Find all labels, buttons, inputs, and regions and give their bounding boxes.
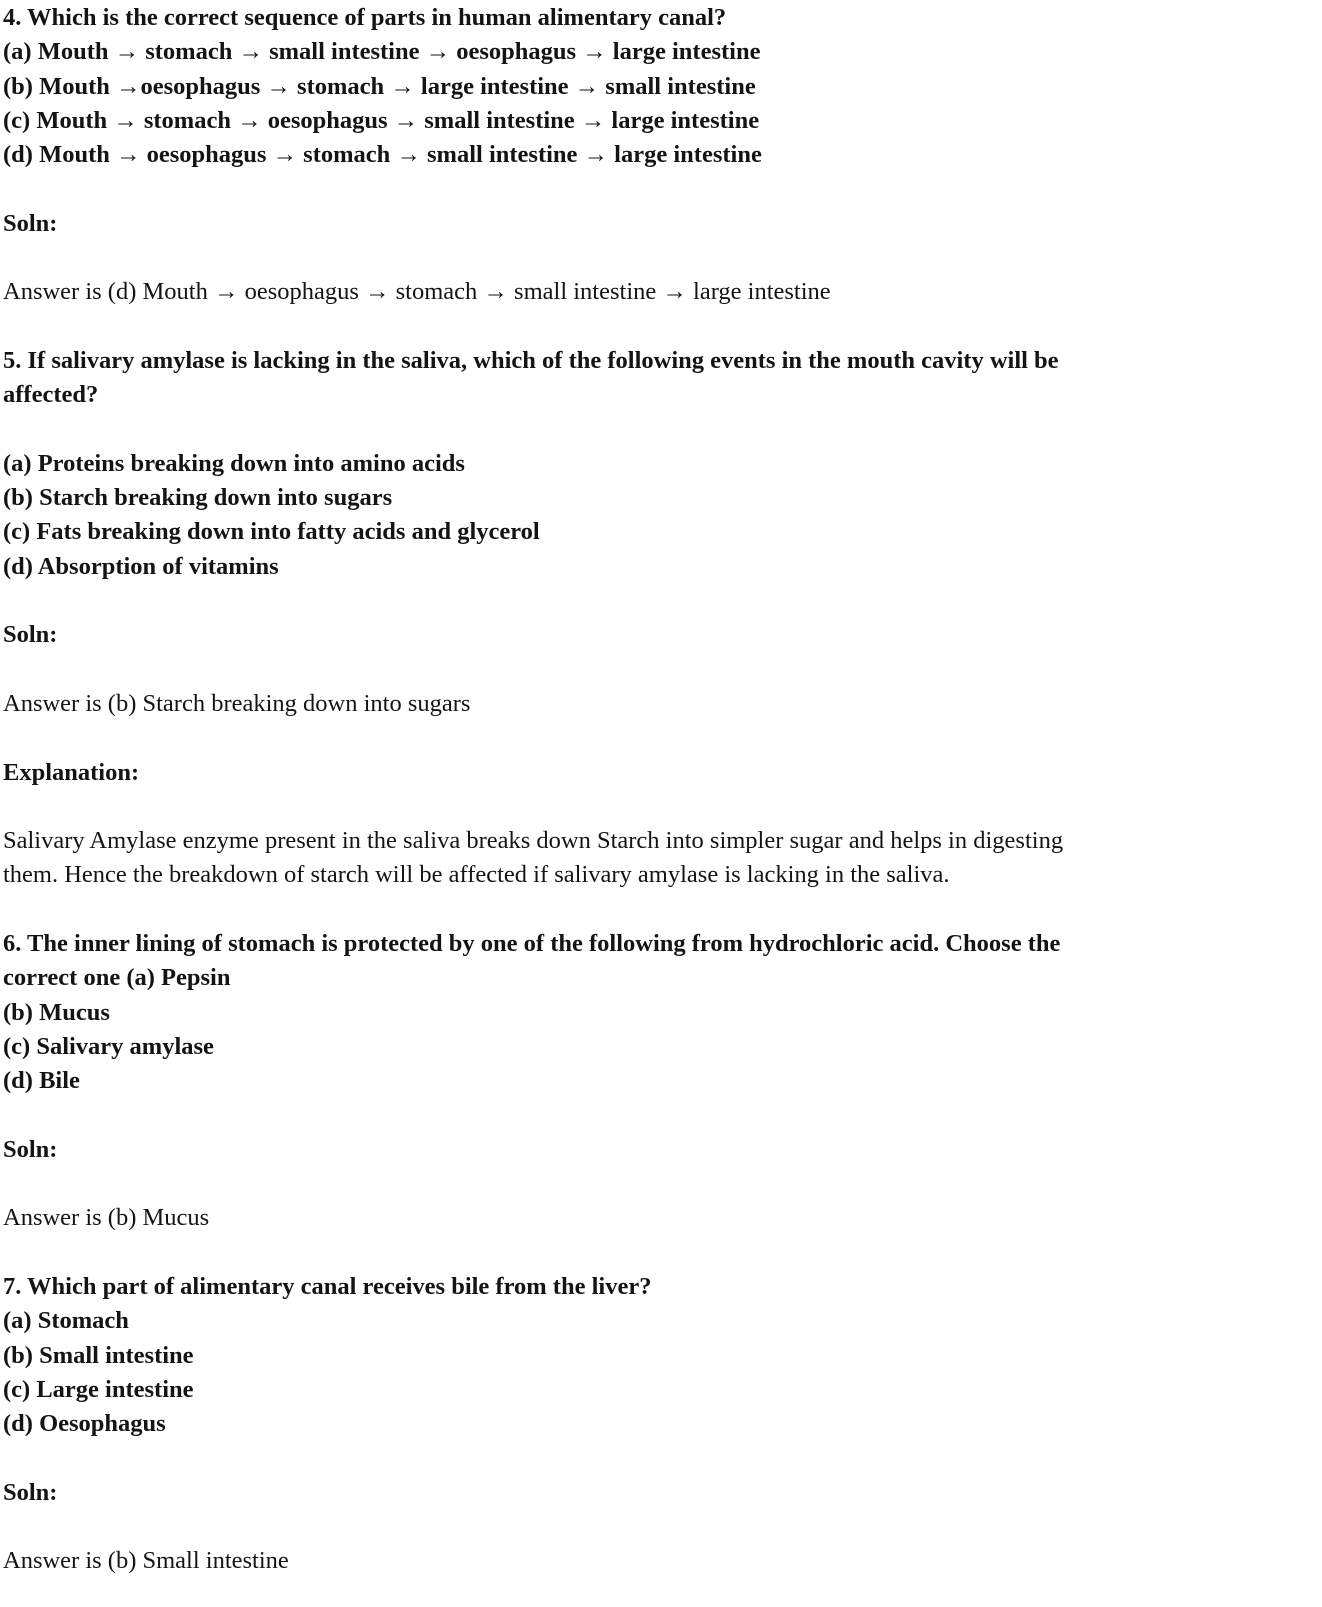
- question-5-option-d: (d) Absorption of vitamins: [3, 552, 279, 580]
- question-6-block: [3, 927, 1322, 1098]
- question-4-option-d: (d) Mouth → oesophagus → stomach → small intestine → large intestine: [3, 141, 762, 169]
- question-7-soln-label-block: [3, 1476, 1322, 1510]
- soln-label: Soln:: [3, 1478, 58, 1506]
- question-6-option-d: (d) Bile: [3, 1067, 80, 1095]
- question-5-options-block: [3, 447, 1322, 584]
- question-5-explanation-label-block: [3, 756, 1322, 790]
- answer-text: Answer is (b) Mucus: [3, 1204, 210, 1232]
- answer-text: Answer is (b) Starch breaking down into sugars: [3, 689, 471, 717]
- explanation-text-line-1: Salivary Amylase enzyme present in the saliva breaks down Starch into simpler sugar and helps in digesting: [3, 827, 1064, 855]
- question-4-text: 4. Which is the correct sequence of parts in human alimentary canal?: [3, 4, 727, 31]
- soln-label: Soln:: [3, 1135, 58, 1163]
- question-7-option-a: (a) Stomach: [3, 1307, 129, 1335]
- question-7-block: [3, 1270, 1322, 1441]
- soln-label: Soln:: [3, 209, 58, 237]
- answer-text: Answer is (b) Small intestine: [3, 1547, 289, 1575]
- question-6-answer-block: [3, 1201, 1322, 1235]
- question-5-soln-label-block: [3, 618, 1322, 652]
- question-4-option-a: (a) Mouth → stomach → small intestine → oesophagus → large intestine: [3, 38, 761, 66]
- explanation-label: Explanation:: [3, 758, 140, 786]
- question-6-option-b: (b) Mucus: [3, 998, 110, 1026]
- question-4-answer-block: [3, 275, 1322, 309]
- question-7-text: 7. Which part of alimentary canal receives bile from the liver?: [3, 1272, 652, 1300]
- question-5-option-b: (b) Starch breaking down into sugars: [3, 484, 393, 512]
- answer-text: Answer is (d) Mouth → oesophagus → stomach → small intestine → large intestine: [3, 278, 831, 306]
- question-6-text-line-1: 6. The inner lining of stomach is protected by one of the following from hydrochloric acid. Choose the: [3, 930, 1061, 958]
- question-4-option-b: (b) Mouth →oesophagus → stomach → large intestine → small intestine: [3, 72, 756, 100]
- question-6-soln-label-block: [3, 1133, 1322, 1167]
- question-5-block: [3, 344, 1322, 413]
- question-7-option-d: (d) Oesophagus: [3, 1410, 166, 1438]
- question-5-text-line-2: affected?: [3, 381, 99, 409]
- question-6-text-line-2: correct one (a) Pepsin: [3, 964, 231, 992]
- question-5-text-line-1: 5. If salivary amylase is lacking in the saliva, which of the following events in the mouth cavity will be: [3, 346, 1059, 374]
- question-4-block: [3, 1, 1322, 172]
- question-5-option-c: (c) Fats breaking down into fatty acids and glycerol: [3, 518, 540, 546]
- soln-label: Soln:: [3, 621, 58, 649]
- explanation-text-line-2: them. Hence the breakdown of starch will be affected if salivary amylase is lacking in the saliva.: [3, 861, 950, 889]
- question-5-option-a: (a) Proteins breaking down into amino acids: [3, 449, 465, 477]
- question-4-soln-label-block: [3, 207, 1322, 241]
- question-7-option-b: (b) Small intestine: [3, 1341, 194, 1369]
- question-6-option-c: (c) Salivary amylase: [3, 1032, 214, 1060]
- question-5-explanation-block: [3, 824, 1322, 893]
- question-7-option-c: (c) Large intestine: [3, 1375, 194, 1403]
- question-7-answer-block: [3, 1544, 1322, 1578]
- question-5-answer-block: [3, 687, 1322, 721]
- question-4-option-c: (c) Mouth → stomach → oesophagus → small intestine → large intestine: [3, 106, 760, 134]
